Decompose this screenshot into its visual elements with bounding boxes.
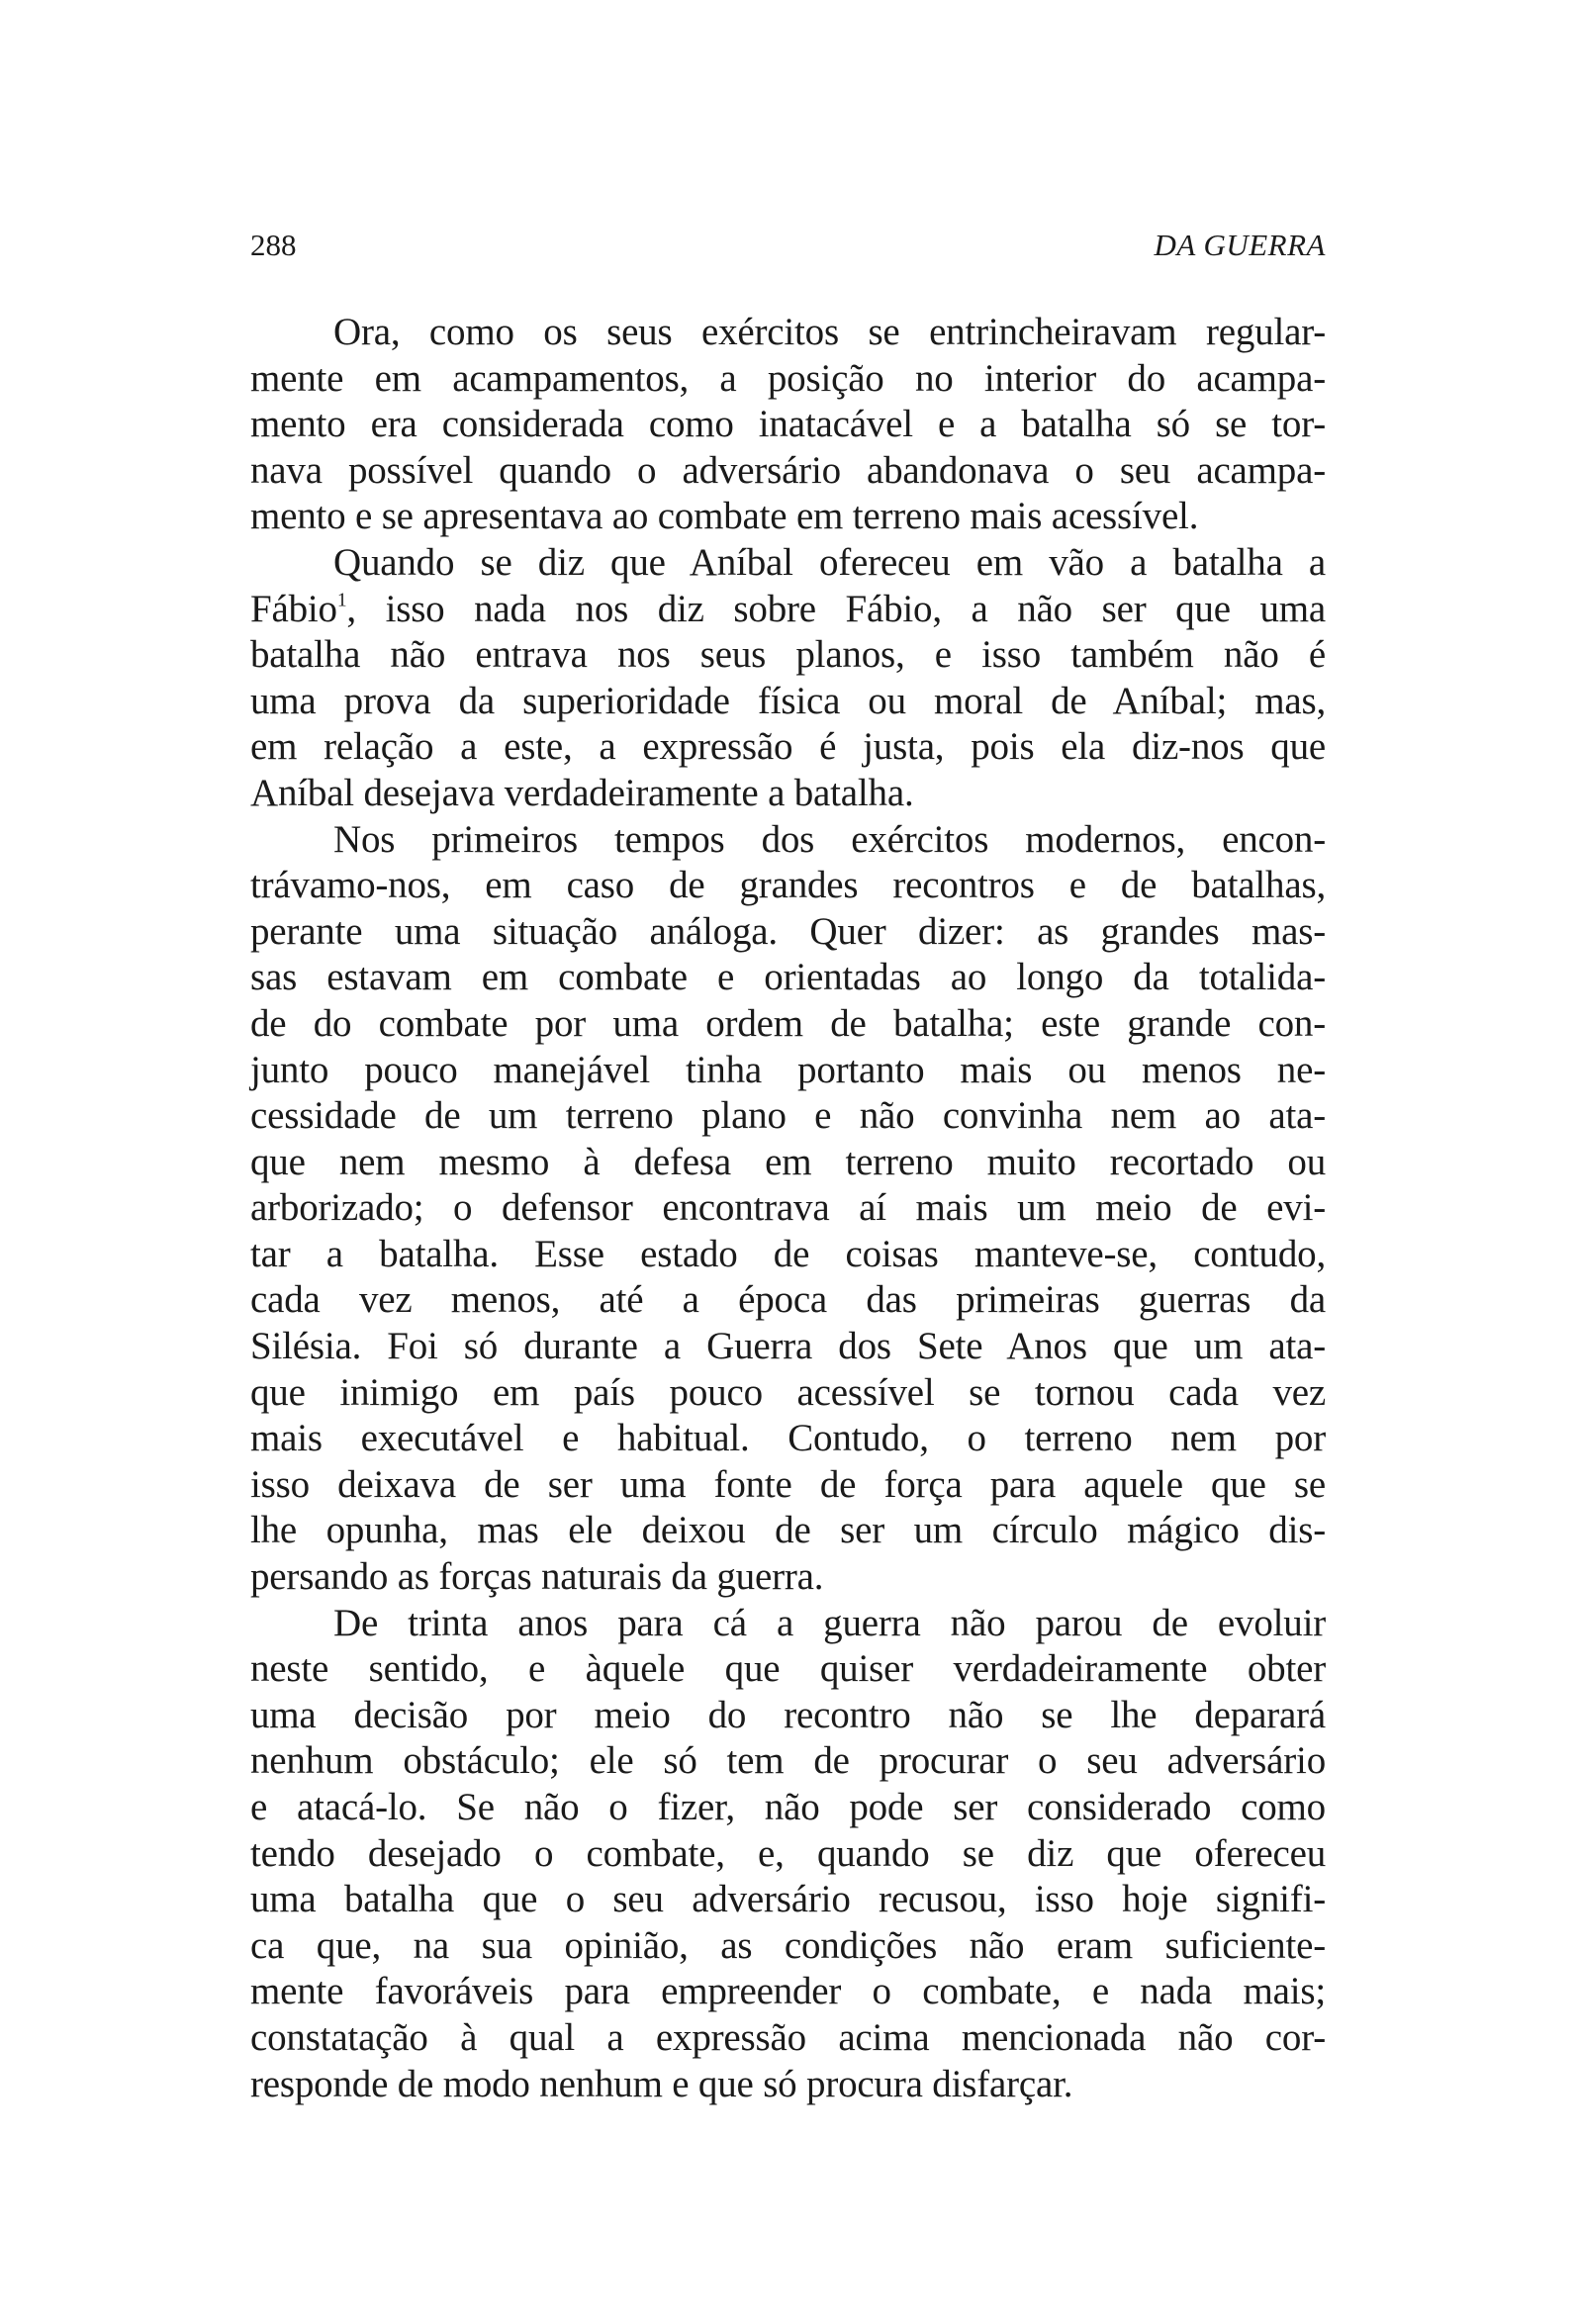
text-fragment: , isso nada nos diz sobre Fábio, a não ser que uma bbox=[346, 587, 1326, 630]
paragraph bbox=[250, 817, 1326, 1601]
text-fragment: Fábio bbox=[250, 587, 337, 630]
text-line: neste sentido, e àquele que quiser verdadeiramente obter bbox=[250, 1647, 1326, 1691]
text-line: lhe opunha, mas ele deixou de ser um círculo mágico dis- bbox=[250, 1509, 1326, 1552]
text-line: perante uma situação análoga. Quer dizer: as grandes mas- bbox=[250, 909, 1326, 953]
text-line: que inimigo em país pouco acessível se tornou cada vez bbox=[250, 1370, 1326, 1414]
text-line: Ora, como os seus exércitos se entrincheiravam regular- bbox=[333, 311, 1326, 353]
text-line: Aníbal desejava verdadeiramente a batalha. bbox=[250, 771, 914, 814]
text-line: sas estavam em combate e orientadas ao longo da totalida- bbox=[250, 956, 1326, 999]
text-line: uma prova da superioridade física ou moral de Aníbal; mas, bbox=[250, 679, 1326, 722]
text-line: batalha não entrava nos seus planos, e isso também não é bbox=[250, 633, 1326, 677]
text-line: uma batalha que o seu adversário recusou, isso hoje signifi- bbox=[250, 1878, 1326, 1921]
text-line: tendo desejado o combate, e, quando se diz que ofereceu bbox=[250, 1831, 1326, 1875]
paragraph bbox=[250, 310, 1326, 540]
text-line: cessidade de um terreno plano e não convinha nem ao ata- bbox=[250, 1094, 1326, 1138]
text-line: e atacá-lo. Se não o fizer, não pode ser considerado como bbox=[250, 1786, 1326, 1828]
text-line: mente em acampamentos, a posição no interior do acampa- bbox=[250, 356, 1326, 400]
running-head bbox=[250, 226, 1326, 265]
text-line: nenhum obstáculo; ele só tem de procurar o seu adversário bbox=[250, 1739, 1326, 1783]
text-line: mente favoráveis para empreender o combate, e nada mais; bbox=[250, 1970, 1326, 2013]
text-line: constatação à qual a expressão acima mencionada não cor- bbox=[250, 2015, 1326, 2059]
text-line: trávamo-nos, em caso de grandes recontros e de batalhas, bbox=[250, 864, 1326, 907]
text-line: de do combate por uma ordem de batalha; este grande con- bbox=[250, 1001, 1326, 1045]
text-line: Silésia. Foi só durante a Guerra dos Sete Anos que um ata- bbox=[250, 1325, 1326, 1368]
text-line: De trinta anos para cá a guerra não parou de evoluir bbox=[333, 1601, 1326, 1644]
text-line: nava possível quando o adversário abandonava o seu acampa- bbox=[250, 448, 1326, 492]
text-line: persando as forças naturais da guerra. bbox=[250, 1555, 824, 1599]
text-line: tar a batalha. Esse estado de coisas manteve-se, contudo, bbox=[250, 1232, 1326, 1275]
text-line: mento e se apresentava ao combate em terreno mais acessível. bbox=[250, 495, 1199, 538]
text-line: isso deixava de ser uma fonte de força para aquele que se bbox=[250, 1462, 1326, 1506]
text-line: responde de modo nenhum e que só procura disfarçar. bbox=[250, 2062, 1073, 2105]
text-line bbox=[250, 587, 1326, 633]
text-line: Quando se diz que Aníbal ofereceu em vão a batalha a bbox=[333, 540, 1326, 584]
text-line: que nem mesmo à defesa em terreno muito recortado ou bbox=[250, 1140, 1326, 1183]
running-title: DA GUERRA bbox=[1154, 228, 1326, 262]
text-line: junto pouco manejável tinha portanto mais ou menos ne- bbox=[250, 1048, 1326, 1091]
text-line: arborizado; o defensor encontrava aí mais um meio de evi- bbox=[250, 1186, 1326, 1230]
text-line: em relação a este, a expressão é justa, pois ela diz-nos que bbox=[250, 725, 1326, 769]
page-number: 288 bbox=[250, 228, 297, 262]
footnote-marker[interactable]: 1 bbox=[336, 589, 347, 610]
text-line: mais executável e habitual. Contudo, o terreno nem por bbox=[250, 1417, 1326, 1460]
text-line: uma decisão por meio do recontro não se lhe deparará bbox=[250, 1693, 1326, 1736]
body-text bbox=[250, 310, 1326, 2107]
text-line: ca que, na sua opinião, as condições não eram suficiente- bbox=[250, 1923, 1326, 1967]
paragraph bbox=[250, 540, 1326, 817]
paragraph bbox=[250, 1601, 1326, 2108]
text-line: Nos primeiros tempos dos exércitos modernos, encon- bbox=[333, 817, 1326, 861]
text-line: cada vez menos, até a época das primeiras guerras da bbox=[250, 1278, 1326, 1322]
text-line: mento era considerada como inatacável e a batalha só se tor- bbox=[250, 403, 1326, 446]
